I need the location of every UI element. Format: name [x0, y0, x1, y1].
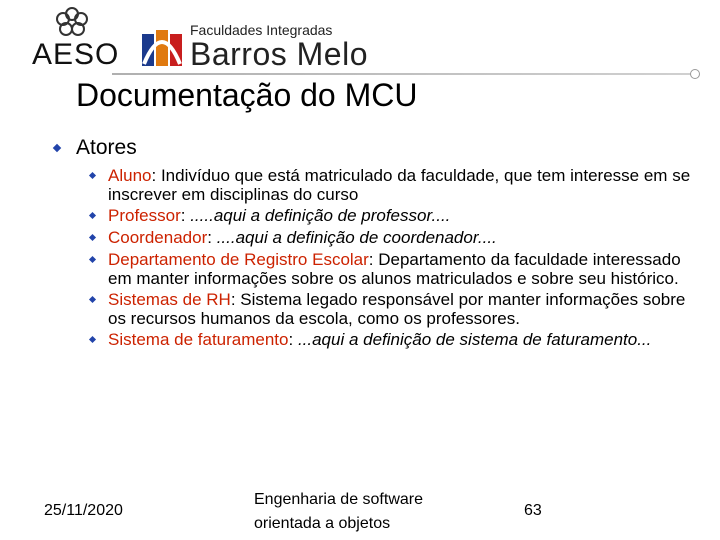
list-item	[108, 250, 708, 288]
bullet-icon	[89, 256, 96, 263]
actors-list	[108, 166, 708, 349]
bullet-icon	[89, 172, 96, 179]
footer-date: 25/11/2020	[44, 502, 123, 519]
bullet-icon	[89, 234, 96, 241]
bullet-icon	[89, 336, 96, 343]
item-term: Aluno	[108, 166, 152, 185]
list-item	[108, 330, 708, 349]
item-term: Professor	[108, 206, 181, 225]
item-desc: Departamento da faculdade interessado em manter informações sobre os alunos matriculados e sobre seu histórico.	[108, 250, 681, 288]
item-sep: :	[151, 166, 161, 185]
bullet-icon	[53, 144, 61, 152]
item-sep: :	[207, 228, 217, 247]
barros-melo-logo-icon	[140, 24, 184, 68]
bullet-icon	[89, 296, 96, 303]
item-desc: ...aqui a definição de sistema de faturamento...	[297, 330, 652, 349]
level1-heading: Atores	[76, 136, 137, 159]
item-sep: :	[288, 330, 298, 349]
item-sep: :	[230, 290, 241, 309]
aeso-logo-text: AESO	[32, 38, 120, 71]
footer-course-title	[254, 488, 474, 536]
aeso-logo-icon	[52, 6, 92, 40]
item-term: Departamento de Registro Escolar	[108, 250, 369, 269]
header-divider	[112, 73, 692, 75]
item-sep: :	[368, 250, 379, 269]
list-item	[108, 166, 708, 204]
item-sep: :	[180, 206, 191, 225]
bullet-icon	[89, 212, 96, 219]
footer-course-line2: orientada a objetos	[254, 515, 391, 532]
item-desc: Indivíduo que está matriculado da faculdade, que tem interesse em se inscrever em disciplinas do curso	[108, 166, 691, 204]
item-term: Sistemas de RH	[108, 290, 231, 309]
item-term: Coordenador	[108, 228, 208, 247]
item-desc: .....aqui a definição de professor....	[190, 206, 451, 225]
footer-course-line1: Engenharia de software	[254, 491, 423, 508]
item-desc: Sistema legado responsável por manter informações sobre os recursos humanos da escola, como os professores.	[108, 290, 686, 328]
item-desc: ....aqui a definição de coordenador....	[216, 228, 497, 247]
item-term: Sistema de faturamento	[108, 330, 289, 349]
list-item	[108, 206, 708, 225]
logo-name: Barros Melo	[190, 36, 368, 72]
divider-end-circle	[690, 69, 700, 79]
logo-subtitle: Faculdades Integradas	[190, 22, 333, 38]
list-item	[108, 228, 708, 247]
footer-page-number: 63	[524, 502, 542, 519]
list-item	[108, 290, 708, 328]
slide-title: Documentação do MCU	[76, 77, 418, 113]
